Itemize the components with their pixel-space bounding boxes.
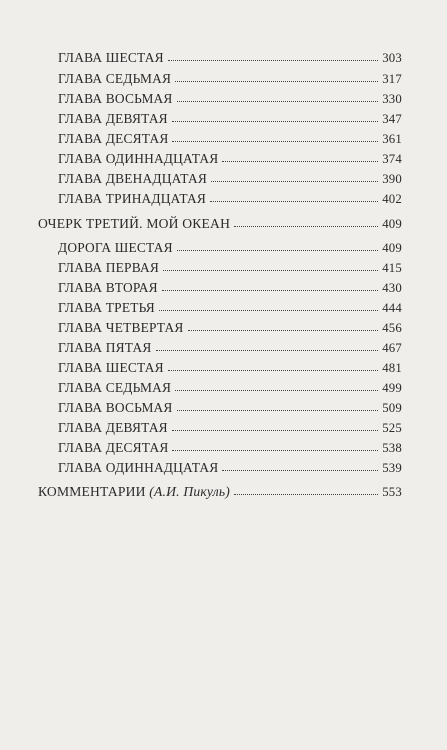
comments-title bbox=[38, 484, 232, 500]
toc-entry bbox=[58, 240, 402, 256]
toc-entry bbox=[58, 50, 402, 66]
toc-entry bbox=[58, 91, 402, 107]
entry-page: 444 bbox=[382, 301, 402, 315]
toc-entry bbox=[58, 380, 402, 396]
toc-entry bbox=[58, 340, 402, 356]
leader-dots bbox=[172, 130, 378, 142]
leader-dots bbox=[172, 419, 378, 431]
entry-title: ГЛАВА ДВЕНАДЦАТАЯ bbox=[58, 171, 207, 186]
toc-entry bbox=[58, 420, 402, 436]
leader-dots bbox=[210, 190, 378, 202]
leader-dots bbox=[188, 319, 379, 331]
leader-dots bbox=[168, 359, 378, 371]
toc-section-heading bbox=[38, 216, 402, 232]
toc-entry bbox=[58, 260, 402, 276]
entry-page: 303 bbox=[382, 51, 402, 65]
toc-entry bbox=[58, 71, 402, 87]
toc-entry bbox=[58, 280, 402, 296]
entry-page: 509 bbox=[382, 401, 402, 415]
toc-entry bbox=[58, 360, 402, 376]
leader-dots bbox=[222, 150, 378, 162]
leader-dots bbox=[175, 379, 378, 391]
entry-title: ГЛАВА ВОСЬМАЯ bbox=[58, 91, 173, 106]
entry-title: ГЛАВА ТРИНАДЦАТАЯ bbox=[58, 191, 207, 206]
entry-title: ГЛАВА ОДИННАДЦАТАЯ bbox=[58, 151, 219, 166]
toc-comments bbox=[38, 484, 402, 500]
entry-title: ГЛАВА ШЕСТАЯ bbox=[58, 50, 164, 65]
entry-title: ГЛАВА ВТОРАЯ bbox=[58, 280, 158, 295]
leader-dots bbox=[172, 110, 378, 122]
leader-dots bbox=[177, 399, 379, 411]
leader-dots bbox=[163, 259, 378, 271]
entry-page: 430 bbox=[382, 281, 402, 295]
entry-title: ДОРОГА ШЕСТАЯ bbox=[58, 240, 173, 255]
entry-page: 330 bbox=[382, 92, 402, 106]
leader-dots bbox=[234, 215, 378, 227]
toc-entry bbox=[58, 300, 402, 316]
comments-author: (А.И. Пикуль) bbox=[149, 484, 231, 499]
toc-entry bbox=[58, 320, 402, 336]
entry-page: 409 bbox=[382, 241, 402, 255]
entry-page: 467 bbox=[382, 341, 402, 355]
entry-page: 456 bbox=[382, 321, 402, 335]
toc-entry bbox=[58, 151, 402, 167]
entry-title: ГЛАВА ПЯТАЯ bbox=[58, 340, 152, 355]
leader-dots bbox=[177, 90, 379, 102]
entry-page: 499 bbox=[382, 381, 402, 395]
leader-dots bbox=[156, 339, 379, 351]
entry-title: ГЛАВА СЕДЬМАЯ bbox=[58, 71, 172, 86]
leader-dots bbox=[211, 170, 378, 182]
leader-dots bbox=[172, 439, 378, 451]
comments-label: КОММЕНТАРИИ bbox=[38, 484, 146, 499]
leader-dots bbox=[222, 459, 378, 471]
leader-dots bbox=[177, 239, 378, 251]
comments-page: 553 bbox=[382, 485, 402, 499]
entry-page: 347 bbox=[382, 112, 402, 126]
toc-entry bbox=[58, 460, 402, 476]
entry-title: ГЛАВА ПЕРВАЯ bbox=[58, 260, 159, 275]
section-page: 409 bbox=[382, 217, 402, 231]
entry-page: 481 bbox=[382, 361, 402, 375]
entry-title: ГЛАВА ТРЕТЬЯ bbox=[58, 300, 155, 315]
leader-dots bbox=[159, 299, 378, 311]
toc-entry bbox=[58, 131, 402, 147]
entry-title: ГЛАВА ВОСЬМАЯ bbox=[58, 400, 173, 415]
entry-page: 402 bbox=[382, 192, 402, 206]
entry-title: ГЛАВА ДЕВЯТАЯ bbox=[58, 111, 168, 126]
leader-dots bbox=[162, 279, 378, 291]
entry-title: ГЛАВА ДЕСЯТАЯ bbox=[58, 440, 169, 455]
leader-dots bbox=[168, 49, 378, 61]
entry-title: ГЛАВА СЕДЬМАЯ bbox=[58, 380, 172, 395]
entry-page: 415 bbox=[382, 261, 402, 275]
toc-entry bbox=[58, 440, 402, 456]
entry-title: ГЛАВА ЧЕТВЕРТАЯ bbox=[58, 320, 184, 335]
entry-page: 525 bbox=[382, 421, 402, 435]
entry-title: ГЛАВА ДЕСЯТАЯ bbox=[58, 131, 169, 146]
entry-page: 538 bbox=[382, 441, 402, 455]
leader-dots bbox=[234, 483, 378, 495]
entry-page: 317 bbox=[382, 72, 402, 86]
toc-entry bbox=[58, 171, 402, 187]
toc-entry bbox=[58, 191, 402, 207]
leader-dots bbox=[175, 70, 378, 82]
entry-page: 374 bbox=[382, 152, 402, 166]
entry-page: 539 bbox=[382, 461, 402, 475]
entry-title: ГЛАВА ДЕВЯТАЯ bbox=[58, 420, 168, 435]
toc-entry bbox=[58, 400, 402, 416]
entry-title: ГЛАВА ОДИННАДЦАТАЯ bbox=[58, 460, 219, 475]
toc-entry bbox=[58, 111, 402, 127]
entry-page: 390 bbox=[382, 172, 402, 186]
section-title: ОЧЕРК ТРЕТИЙ. МОЙ ОКЕАН bbox=[38, 216, 231, 231]
entry-page: 361 bbox=[382, 132, 402, 146]
entry-title: ГЛАВА ШЕСТАЯ bbox=[58, 360, 164, 375]
